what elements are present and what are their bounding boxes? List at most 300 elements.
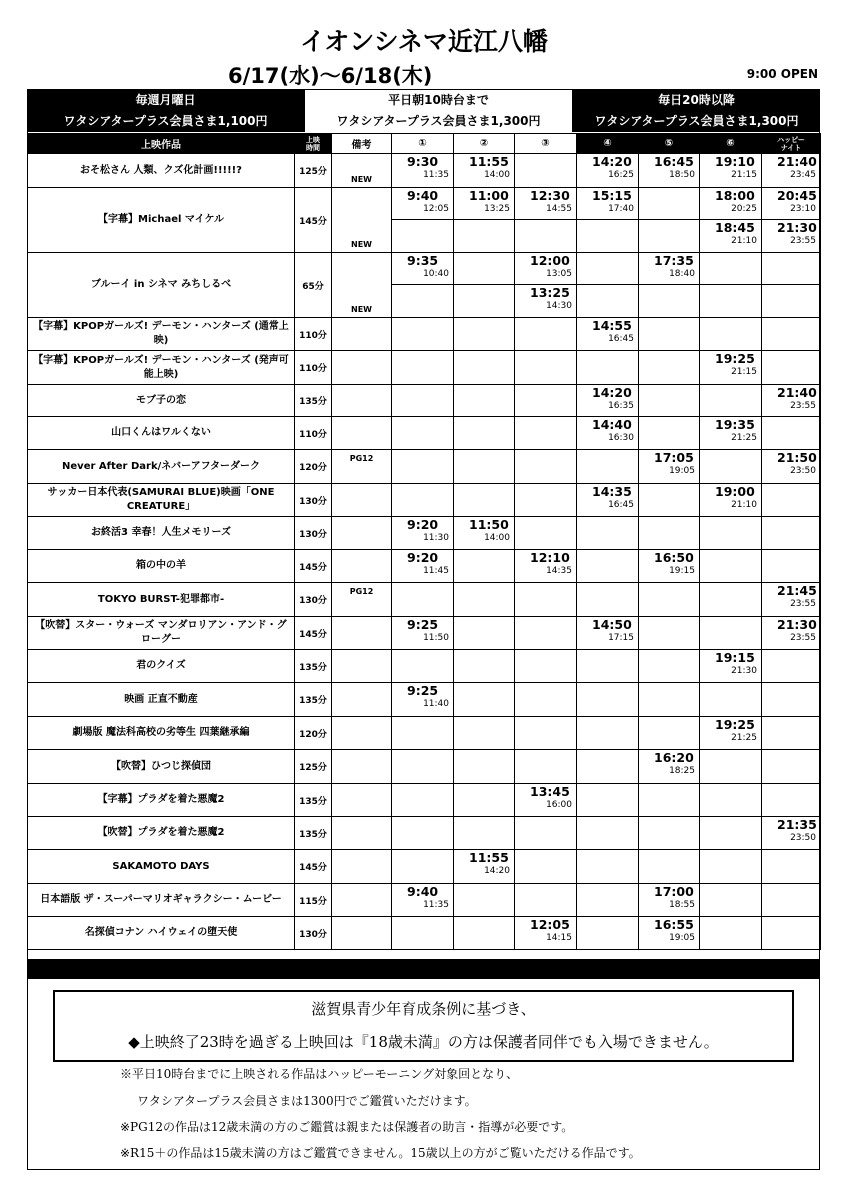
screen-6-slot (700, 450, 762, 484)
end-time: 14:30 (546, 301, 572, 311)
screen-2-slot (454, 850, 515, 884)
film-title: 劇場版 魔法科高校の劣等生 四葉継承編 (28, 717, 295, 750)
screen-2-slot (454, 154, 515, 188)
film-note: NEW (332, 154, 392, 188)
film-length: 135分 (295, 784, 332, 817)
screen-6-slot (700, 385, 762, 417)
screen-4-slot (577, 850, 639, 884)
screen-2-slot (454, 917, 515, 950)
end-time: 21:30 (731, 666, 757, 676)
film-note (332, 351, 392, 385)
film-title: Never After Dark/ネバーアフターダーク (28, 450, 295, 484)
film-note: NEW (332, 188, 392, 253)
screen-2-slot (454, 285, 515, 318)
screen-2-slot (454, 351, 515, 385)
screen-1-slot (392, 220, 454, 253)
end-time: 21:25 (731, 433, 757, 443)
screen-5-slot (639, 517, 700, 550)
start-time[interactable]: 17:35 (654, 253, 694, 268)
evening-banner-line2: ワタシアタープラス会員さま1,300円 (594, 114, 799, 128)
start-time[interactable]: 19:25 (715, 351, 755, 366)
film-note (332, 650, 392, 683)
film-length: 145分 (295, 617, 332, 650)
weekday-banner-line1: 平日朝10時台まで (388, 93, 489, 107)
weekday-morning-banner (304, 90, 573, 132)
end-time: 20:25 (731, 204, 757, 214)
screen-3-slot (515, 285, 577, 318)
screen-5-slot (639, 683, 700, 717)
col-happy-night (762, 134, 821, 154)
screen-3-slot (515, 917, 577, 950)
end-time: 14:35 (546, 566, 572, 576)
film-title: 映画 正直不動産 (28, 683, 295, 717)
screen-5-slot (639, 450, 700, 484)
screen-2-slot (454, 220, 515, 253)
film-note (332, 683, 392, 717)
footnote-happy-morning: ※平日10時台までに上映される作品はハッピーモーニング対象回となり、 (120, 1067, 519, 1081)
film-note (332, 385, 392, 417)
screen-5-slot (639, 417, 700, 450)
col-length-line2: 時間 (306, 143, 320, 152)
film-length: 145分 (295, 550, 332, 583)
film-row (28, 850, 821, 884)
happy-night-slot (762, 188, 821, 220)
screen-1-slot (392, 351, 454, 385)
end-time: 11:35 (423, 170, 449, 180)
screen-4-slot (577, 188, 639, 220)
screen-1-slot (392, 154, 454, 188)
film-note (332, 517, 392, 550)
screen-4-slot (577, 784, 639, 817)
screen-2-slot (454, 385, 515, 417)
screen-4-slot (577, 817, 639, 850)
screen-1-slot (392, 484, 454, 517)
film-row (28, 784, 821, 817)
screen-3-slot (515, 550, 577, 583)
screen-6-slot (700, 617, 762, 650)
happy-night-slot (762, 917, 821, 950)
happy-night-slot (762, 253, 821, 285)
end-time: 19:05 (669, 933, 695, 943)
start-time[interactable]: 14:35 (592, 484, 632, 499)
film-title: 【吹替】スター・ウォーズ マンダロリアン・アンド・グローグー (28, 617, 295, 650)
film-note (332, 784, 392, 817)
screen-6-slot (700, 220, 762, 253)
screen-4-slot (577, 253, 639, 285)
screen-1-slot (392, 583, 454, 617)
film-length: 135分 (295, 683, 332, 717)
screen-1-slot (392, 850, 454, 884)
start-time[interactable]: 16:55 (654, 917, 694, 932)
col-film: 上映作品 (28, 134, 295, 154)
film-title: 【字幕】KPOPガールズ! デーモン・ハンターズ (通常上映) (28, 318, 295, 351)
screen-6-slot (700, 750, 762, 784)
end-time: 17:40 (608, 204, 634, 214)
screen-1-slot (392, 784, 454, 817)
screen-6-slot (700, 650, 762, 683)
film-row (28, 617, 821, 650)
end-time: 23:55 (790, 633, 816, 643)
col-happy-line2: ナイト (780, 143, 802, 152)
screen-3-slot (515, 351, 577, 385)
start-time[interactable]: 19:15 (715, 650, 755, 665)
film-length: 115分 (295, 884, 332, 917)
film-length: 135分 (295, 385, 332, 417)
end-time: 23:10 (790, 204, 816, 214)
start-time[interactable]: 11:55 (469, 850, 509, 865)
evening-discount-banner (573, 90, 820, 132)
screen-2-slot (454, 583, 515, 617)
start-time[interactable]: 19:10 (715, 154, 755, 169)
screen-3-slot (515, 884, 577, 917)
happy-night-slot (762, 450, 821, 484)
screen-5-slot (639, 188, 700, 220)
screen-6-slot (700, 253, 762, 285)
screen-2-slot (454, 617, 515, 650)
film-title: 【字幕】プラダを着た悪魔2 (28, 784, 295, 817)
screen-6-slot (700, 417, 762, 450)
screen-4-slot (577, 351, 639, 385)
happy-night-slot (762, 417, 821, 450)
screen-3-slot (515, 450, 577, 484)
happy-night-slot (762, 318, 821, 351)
screen-2-slot (454, 517, 515, 550)
table-header-row (28, 134, 821, 154)
film-title: 箱の中の羊 (28, 550, 295, 583)
start-time[interactable]: 21:40 (777, 154, 817, 169)
end-time: 11:30 (423, 533, 449, 543)
start-time[interactable]: 19:35 (715, 417, 755, 432)
start-time[interactable]: 17:05 (654, 450, 694, 465)
start-time[interactable]: 14:50 (592, 617, 632, 632)
start-time[interactable]: 9:40 (407, 188, 439, 203)
screen-2-slot (454, 650, 515, 683)
screen-5-slot (639, 850, 700, 884)
end-time: 17:15 (608, 633, 634, 643)
screen-6-slot (700, 154, 762, 188)
screen-4-slot (577, 154, 639, 188)
end-time: 11:40 (423, 699, 449, 709)
start-time[interactable]: 11:55 (469, 154, 509, 169)
end-time: 19:15 (669, 566, 695, 576)
screen-1-slot (392, 717, 454, 750)
film-title: 君のクイズ (28, 650, 295, 683)
film-row (28, 318, 821, 351)
happy-night-slot (762, 154, 821, 188)
screen-5-slot (639, 220, 700, 253)
film-length: 135分 (295, 650, 332, 683)
end-time: 16:45 (608, 334, 634, 344)
footnote-member-price: ワタシアタープラス会員さまは1300円でご鑑賞いただけます。 (137, 1094, 477, 1108)
end-time: 21:15 (731, 170, 757, 180)
start-time[interactable]: 12:10 (530, 550, 570, 565)
film-note (332, 917, 392, 950)
end-time: 19:05 (669, 466, 695, 476)
start-time[interactable]: 11:00 (469, 188, 509, 203)
screen-3-slot (515, 517, 577, 550)
screen-3-slot (515, 583, 577, 617)
film-title: お終活3 幸春！人生メモリーズ (28, 517, 295, 550)
start-time[interactable]: 14:40 (592, 417, 632, 432)
start-time[interactable]: 12:05 (530, 917, 570, 932)
end-time: 21:25 (731, 733, 757, 743)
screen-5-slot (639, 784, 700, 817)
film-title: 【字幕】KPOPガールズ! デーモン・ハンターズ (発声可能上映) (28, 351, 295, 385)
start-time[interactable]: 13:25 (530, 285, 570, 300)
end-time: 11:50 (423, 633, 449, 643)
screen-1-slot (392, 188, 454, 220)
end-time: 21:10 (731, 500, 757, 510)
end-time: 16:00 (546, 800, 572, 810)
screen-1-slot (392, 917, 454, 950)
screen-5-slot (639, 385, 700, 417)
start-time[interactable]: 9:35 (407, 253, 439, 268)
screen-4-slot (577, 550, 639, 583)
film-length: 110分 (295, 351, 332, 385)
end-time: 23:50 (790, 833, 816, 843)
film-row (28, 484, 821, 517)
film-note: NEW (332, 253, 392, 318)
end-time: 18:50 (669, 170, 695, 180)
film-title: 【吹替】ひつじ探偵団 (28, 750, 295, 784)
notice-line2: ◆上映終了23時を過ぎる上映回は『18歳未満』の方は保護者同伴でも入場できません。 (128, 1033, 719, 1051)
start-time[interactable]: 16:20 (654, 750, 694, 765)
end-time: 18:55 (669, 900, 695, 910)
screen-1-slot (392, 617, 454, 650)
screen-5-slot (639, 318, 700, 351)
screen-2-slot (454, 550, 515, 583)
film-row (28, 884, 821, 917)
happy-night-slot (762, 817, 821, 850)
screen-2-slot (454, 817, 515, 850)
film-title: 日本語版 ザ・スーパーマリオギャラクシー・ムービー (28, 884, 295, 917)
screen-3-slot (515, 484, 577, 517)
film-row (28, 517, 821, 550)
screen-4-slot (577, 617, 639, 650)
film-title: 名探偵コナン ハイウェイの堕天使 (28, 917, 295, 950)
col-screen-3: ③ (515, 134, 577, 154)
end-time: 23:50 (790, 466, 816, 476)
screen-5-slot (639, 817, 700, 850)
col-screen-4: ④ (577, 134, 639, 154)
film-row (28, 154, 821, 188)
happy-night-slot (762, 220, 821, 253)
monday-discount-banner (27, 90, 304, 132)
film-note (332, 550, 392, 583)
start-time[interactable]: 14:20 (592, 154, 632, 169)
film-length: 130分 (295, 583, 332, 617)
screen-5-slot (639, 285, 700, 318)
screen-4-slot (577, 917, 639, 950)
start-time[interactable]: 9:30 (407, 154, 439, 169)
screen-1-slot (392, 817, 454, 850)
screen-6-slot (700, 917, 762, 950)
film-row (28, 450, 821, 484)
screen-4-slot (577, 583, 639, 617)
start-time[interactable]: 9:25 (407, 617, 439, 632)
film-length: 110分 (295, 417, 332, 450)
film-note (332, 318, 392, 351)
start-time[interactable]: 16:45 (654, 154, 694, 169)
start-time[interactable]: 21:35 (777, 817, 817, 832)
screen-4-slot (577, 450, 639, 484)
happy-night-slot (762, 884, 821, 917)
start-time[interactable]: 9:20 (407, 550, 439, 565)
start-time[interactable]: 9:25 (407, 683, 439, 698)
happy-night-slot (762, 484, 821, 517)
screen-3-slot (515, 717, 577, 750)
film-length: 120分 (295, 450, 332, 484)
screen-6-slot (700, 717, 762, 750)
screen-1-slot (392, 550, 454, 583)
start-time[interactable]: 19:00 (715, 484, 755, 499)
film-length: 130分 (295, 917, 332, 950)
screen-3-slot (515, 617, 577, 650)
start-time[interactable]: 21:40 (777, 385, 817, 400)
screen-4-slot (577, 884, 639, 917)
end-time: 10:40 (423, 269, 449, 279)
film-row (28, 583, 821, 617)
happy-night-slot (762, 351, 821, 385)
screen-1-slot (392, 385, 454, 417)
start-time[interactable]: 11:50 (469, 517, 509, 532)
film-note (332, 617, 392, 650)
screen-2-slot (454, 884, 515, 917)
start-time[interactable]: 12:00 (530, 253, 570, 268)
screen-6-slot (700, 550, 762, 583)
film-row (28, 683, 821, 717)
screen-5-slot (639, 884, 700, 917)
happy-night-slot (762, 750, 821, 784)
start-time[interactable]: 17:00 (654, 884, 694, 899)
film-length: 120分 (295, 717, 332, 750)
screen-5-slot (639, 253, 700, 285)
date-range: 6/17(水)〜6/18(木) (228, 64, 433, 88)
start-time[interactable]: 14:55 (592, 318, 632, 333)
happy-night-slot (762, 285, 821, 318)
happy-night-slot (762, 617, 821, 650)
film-note (332, 884, 392, 917)
start-time[interactable]: 21:50 (777, 450, 817, 465)
screen-5-slot (639, 351, 700, 385)
film-row (28, 550, 821, 583)
screen-5-slot (639, 717, 700, 750)
open-time: 9:00 OPEN (746, 67, 818, 81)
evening-banner-line1: 毎日20時以降 (658, 93, 735, 107)
start-time[interactable]: 21:45 (777, 583, 817, 598)
screen-5-slot (639, 583, 700, 617)
start-time[interactable]: 20:45 (777, 188, 817, 203)
screen-5-slot (639, 154, 700, 188)
happy-night-slot (762, 850, 821, 884)
end-time: 12:05 (423, 204, 449, 214)
screen-1-slot (392, 750, 454, 784)
happy-night-slot (762, 550, 821, 583)
screen-3-slot (515, 220, 577, 253)
end-time: 23:55 (790, 401, 816, 411)
screen-4-slot (577, 717, 639, 750)
page-title: イオンシネマ近江八幡 (300, 27, 548, 56)
film-note (332, 417, 392, 450)
col-happy-line1: ハッピー (777, 135, 805, 144)
happy-night-slot (762, 650, 821, 683)
end-time: 23:55 (790, 599, 816, 609)
monday-banner-line1: 毎週月曜日 (135, 93, 196, 107)
end-time: 13:05 (546, 269, 572, 279)
start-time[interactable]: 18:00 (715, 188, 755, 203)
screen-3-slot (515, 650, 577, 683)
film-title: モブ子の恋 (28, 385, 295, 417)
film-row (28, 188, 821, 220)
start-time[interactable]: 15:15 (592, 188, 632, 203)
screen-2-slot (454, 750, 515, 784)
screen-6-slot (700, 583, 762, 617)
col-screen-1: ① (392, 134, 454, 154)
screen-3-slot (515, 850, 577, 884)
end-time: 16:25 (608, 170, 634, 180)
happy-night-slot (762, 385, 821, 417)
screen-6-slot (700, 850, 762, 884)
happy-night-slot (762, 784, 821, 817)
film-length: 110分 (295, 318, 332, 351)
film-row (28, 750, 821, 784)
screen-3-slot (515, 253, 577, 285)
film-title: 【字幕】Michael マイケル (28, 188, 295, 253)
screen-2-slot (454, 484, 515, 517)
end-time: 14:20 (484, 866, 510, 876)
start-time[interactable]: 18:45 (715, 220, 755, 235)
end-time: 18:40 (669, 269, 695, 279)
footer-bar (27, 959, 820, 979)
start-time[interactable]: 13:45 (530, 784, 570, 799)
film-length: 130分 (295, 484, 332, 517)
screen-1-slot (392, 683, 454, 717)
screen-1-slot (392, 650, 454, 683)
screen-5-slot (639, 550, 700, 583)
screen-4-slot (577, 417, 639, 450)
end-time: 14:00 (484, 533, 510, 543)
start-time[interactable]: 19:25 (715, 717, 755, 732)
screen-2-slot (454, 318, 515, 351)
end-time: 11:35 (423, 900, 449, 910)
end-time: 14:15 (546, 933, 572, 943)
screen-4-slot (577, 750, 639, 784)
start-time[interactable]: 12:30 (530, 188, 570, 203)
screen-6-slot (700, 188, 762, 220)
screen-5-slot (639, 917, 700, 950)
start-time[interactable]: 14:20 (592, 385, 632, 400)
screen-5-slot (639, 750, 700, 784)
start-time[interactable]: 21:30 (777, 617, 817, 632)
film-length: 125分 (295, 750, 332, 784)
start-time[interactable]: 9:40 (407, 884, 439, 899)
start-time[interactable]: 21:30 (777, 220, 817, 235)
start-time[interactable]: 16:50 (654, 550, 694, 565)
film-length: 65分 (295, 253, 332, 318)
screen-6-slot (700, 683, 762, 717)
film-length: 130分 (295, 517, 332, 550)
film-title: TOKYO BURST-犯罪都市- (28, 583, 295, 617)
film-title: サッカー日本代表(SAMURAI BLUE)映画「ONE CREATURE」 (28, 484, 295, 517)
end-time: 14:55 (546, 204, 572, 214)
screen-4-slot (577, 318, 639, 351)
col-note: 備考 (332, 134, 392, 154)
end-time: 21:15 (731, 367, 757, 377)
film-title: ブルーイ in シネマ みちしるべ (28, 253, 295, 318)
screen-6-slot (700, 817, 762, 850)
start-time[interactable]: 9:20 (407, 517, 439, 532)
screen-4-slot (577, 650, 639, 683)
